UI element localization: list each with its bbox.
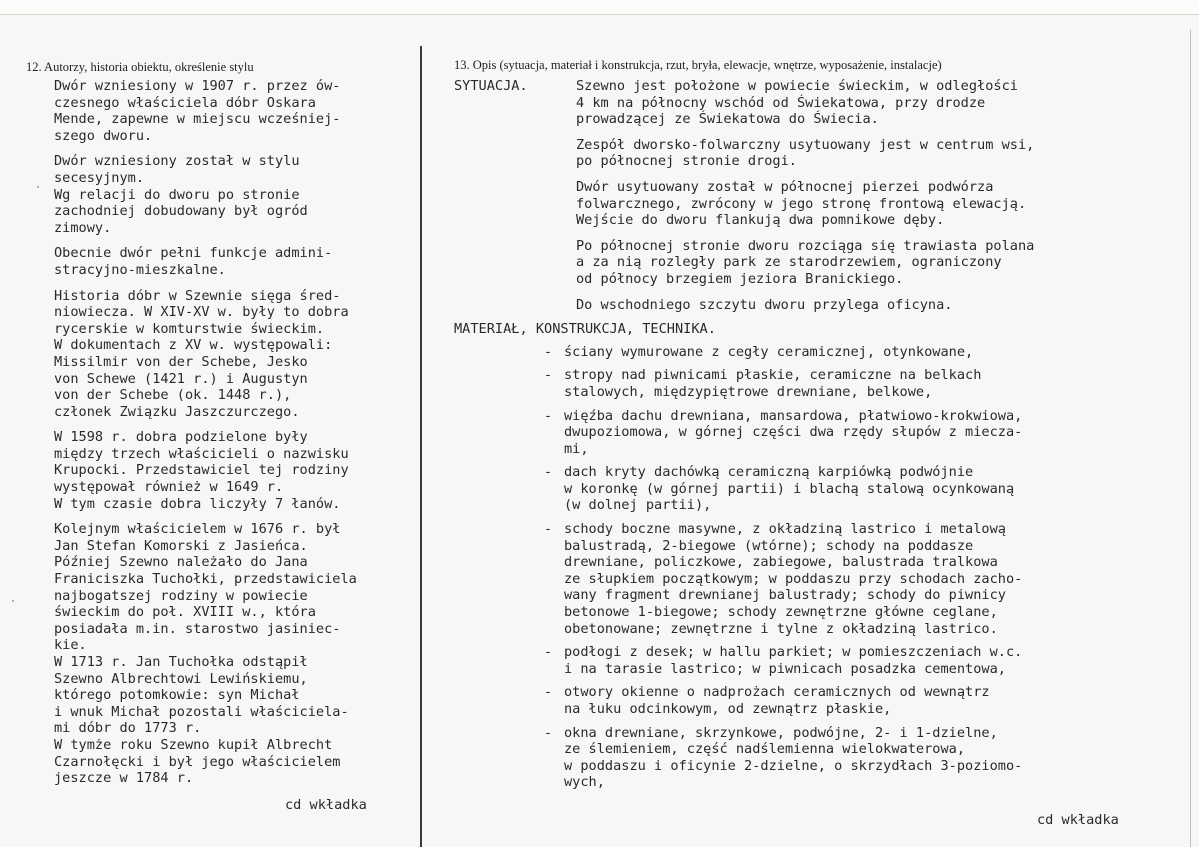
material-item <box>454 464 1184 514</box>
material-item-text: otwory okienne o nadprożach ceramicznych od wewnątrz na łuku odcinkowym, od zewnątrz płaskie, <box>564 684 990 717</box>
dash-bullet: - <box>543 343 552 360</box>
material-item <box>454 367 1184 400</box>
material-item <box>454 521 1184 637</box>
history-paragraph: Dwór wzniesiony w 1907 r. przez ów- czesnego właściciela dóbr Oskara Mende, zapewne w miejscu wcześniej- szego dworu. <box>54 78 341 144</box>
description-column <box>454 78 1184 798</box>
dash-bullet: - <box>543 407 552 424</box>
situation-paragraph: Szewno jest położone w powiecie świeckim, w odległości 4 km na północny wschód od Świekatowa, przy drodze prowadzącej ze Świekatowa do Świecia. <box>576 78 1018 128</box>
scan-right-edge <box>1190 30 1191 847</box>
history-paragraph: Kolejnym właścicielem w 1676 r. był Jan Stefan Komorski z Jasieńca. Później Szewno należało do Jana Franiciszka Tuchołki, przedstawiciela najbogatszej rodziny w powiecie świeckim do poł. XVIII w., która posiadała m.in. starostwo jasiniec- kie. W 1713 r. Jan Tuchołka odstąpił Szewno Albrechtowi Lewińskiemu, którego potomkowie: syn Michał i wnuk Michał pozostali właściciela- mi dóbr do 1773 r. W tymże roku Szewno kupił Albrecht Czarnołęcki i był jego właścicielem jeszcze w 1784 r. <box>54 521 357 787</box>
dash-bullet: - <box>543 684 552 701</box>
material-item-text: stropy nad piwnicami płaskie, ceramiczne na belkach stalowych, międzypiętrowe drewniane, belkowe, <box>564 367 982 400</box>
situation-label: SYTUACJA. <box>454 78 528 94</box>
material-item-text: okna drewniane, skrzynkowe, podwójne, 2- i 1-dzielne, ze ślemieniem, część nadślemienna wielokwaterowa, w poddaszu i oficynie 2-dzielne, o skrzydłach 3-poziomo- wych, <box>564 724 1023 791</box>
history-paragraph: Dwór wzniesiony został w stylu secesyjnym. Wg relacji do dworu po stronie zachodniej dobudowany był ogród zimowy. <box>54 153 308 236</box>
scan-speck <box>37 186 39 188</box>
dash-bullet: - <box>543 464 552 481</box>
dash-bullet: - <box>543 644 552 661</box>
material-item-text: ściany wymurowane z cegły ceramicznej, otynkowane, <box>564 343 974 360</box>
dash-bullet: - <box>543 367 552 384</box>
material-heading: MATERIAŁ, KONSTRUKCJA, TECHNIKA. <box>454 321 716 338</box>
material-item-text: schody boczne masywne, z okładziną lastrico i metalową balustradą, 2-biegowe (wtórne); schody na poddasze drewniane, policzkowe, zabiegowe, balustrada tralkowa ze słupkiem początkowym; w poddaszu przy schodach zacho- wany fragment drewnianej balustrady; schody do piwnicy betonowe 1-biegowe; schody zewnętrzne główne ceglane, obetonowane; zewnętrzne i tylne z okładziną lastrico. <box>564 521 1023 637</box>
continued-note-left: cd wkładka <box>285 797 367 813</box>
material-item <box>454 684 1184 717</box>
situation-paragraph: Do wschodniego szczytu dworu przylega oficyna. <box>576 296 953 313</box>
situation-section <box>454 78 1184 322</box>
history-paragraph: W 1598 r. dobra podzielone były między trzech właścicieli o nazwisku Krupocki. Przedstawiciel tej rodziny występował również w 1649 r. W tym czasie dobra liczyły 7 łanów. <box>54 429 349 512</box>
continued-note-right: cd wkładka <box>1037 812 1119 828</box>
history-column <box>54 78 414 796</box>
material-list <box>454 344 1184 791</box>
section-12-heading: 12. Autorzy, historia obiektu, określenie stylu <box>26 60 254 74</box>
material-item <box>454 344 1184 361</box>
situation-paragraph: Po północnej stronie dworu rozciąga się trawiasta polana a za nią rozległy park ze starodrzewiem, ograniczony od północy brzegiem jeziora Branickiego. <box>576 237 1035 287</box>
material-item-text: więźba dachu drewniana, mansardowa, płatwiowo-krokwiowa, dwupoziomowa, w górnej części dwa rzędy słupów z miecza- mi, <box>564 407 1023 457</box>
column-divider <box>420 46 422 847</box>
situation-paragraph: Dwór usytuowany został w północnej pierzei podwórza folwarcznego, zwrócony w jego stronę frontową elewacją. Wejście do dworu flankują dwa pomnikowe dęby. <box>576 178 1027 229</box>
material-item <box>454 408 1184 458</box>
dash-bullet: - <box>543 724 552 741</box>
scan-speck <box>12 600 14 602</box>
material-item <box>454 644 1184 677</box>
material-item-text: dach kryty dachówką ceramiczną karpiówką podwójnie w koronkę (w górnej partii) i blachą stalową ocynkowaną (w dolnej partii), <box>564 464 1015 514</box>
history-paragraph: Historia dóbr w Szewnie sięga śred- niowiecza. W XIV-XV w. były to dobra rycerskie w komturstwie świeckim. W dokumentach z XV w. występowali: Missilmir von der Schebe, Jesko von Schewe (1421 r.) i Augustyn von der Schebe (ok. 1448 r.), członek Związku Jaszczurczego. <box>54 287 349 420</box>
situation-paragraph: Zespół dworsko-folwarczny usytuowany jest w centrum wsi, po północnej stronie drogi. <box>576 136 1035 170</box>
material-item-text: podłogi z desek; w hallu parkiet; w pomieszczeniach w.c. i na tarasie lastrico; w piwnicach posadzka cementowa, <box>564 644 1023 677</box>
history-paragraph: Obecnie dwór pełni funkcje admini- stracyjno-mieszkalne. <box>54 245 333 278</box>
material-item <box>454 725 1184 791</box>
section-13-heading: 13. Opis (sytuacja, materiał i konstrukcja, rzut, bryła, elewacje, wnętrze, wyposażenie, instalacje) <box>454 58 942 72</box>
scan-top-edge <box>0 0 1199 15</box>
dash-bullet: - <box>543 521 552 538</box>
